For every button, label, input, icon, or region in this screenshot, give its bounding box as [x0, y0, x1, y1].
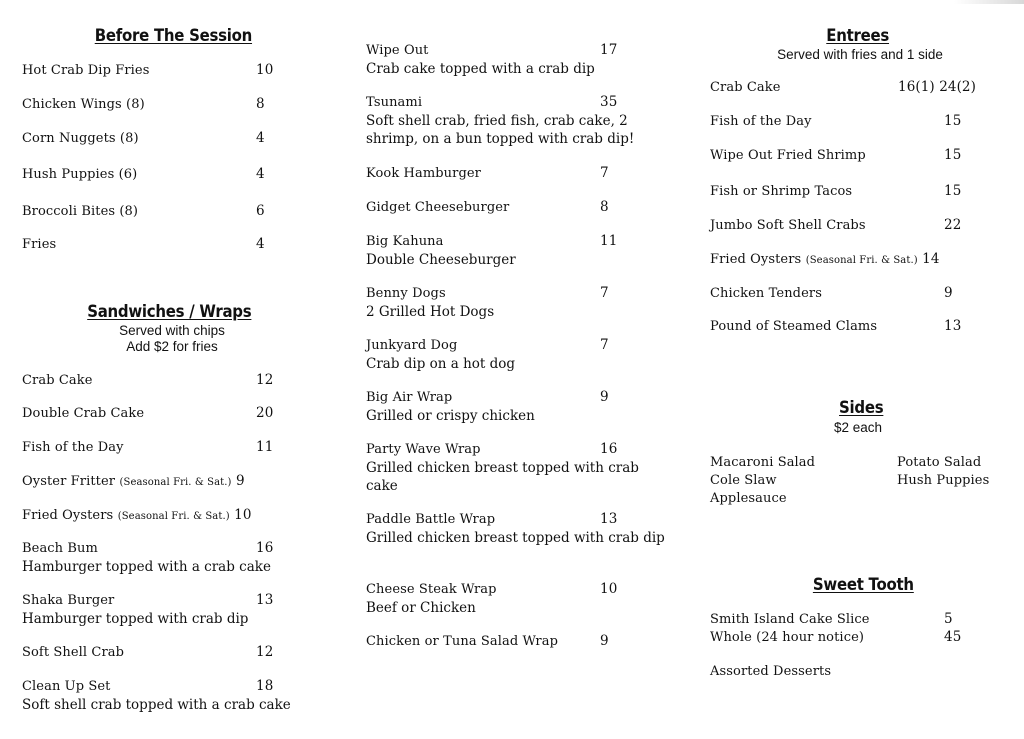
menu-item: Kook Hamburger 7 [366, 165, 609, 181]
menu-item: Beach Bum 16 [22, 540, 274, 556]
menu-item: Soft Shell Crab 12 [22, 644, 274, 660]
item-description: Crab cake topped with a crab dip [366, 61, 595, 77]
menu-item: Paddle Battle Wrap 13 [366, 511, 618, 527]
menu-item: Oyster Fritter (Seasonal Fri. & Sat.) 9 [22, 473, 245, 489]
menu-item: Double Crab Cake 20 [22, 405, 274, 421]
menu-item: Junkyard Dog 7 [366, 337, 609, 353]
sides-heading: Sides [839, 398, 884, 418]
menu-item: Assorted Desserts [710, 664, 832, 679]
menu-item: Fish of the Day 11 [22, 439, 274, 455]
list-item: Hush Puppies [897, 473, 990, 488]
menu-item: Cheese Steak Wrap 10 [366, 581, 618, 597]
item-description: Crab dip on a hot dog [366, 356, 516, 372]
menu-item: Clean Up Set 18 [22, 678, 274, 694]
menu-item: Jumbo Soft Shell Crabs 22 [710, 217, 962, 233]
menu-item: Chicken Wings (8) 8 [22, 96, 265, 112]
item-description: Hamburger topped with crab dip [22, 611, 249, 627]
sweet-tooth-heading: Sweet Tooth [812, 575, 914, 595]
item-description: Double Cheeseburger [366, 252, 516, 268]
menu-item: Fish of the Day 15 [710, 113, 962, 129]
sides-subtitle: $2 each [833, 420, 883, 435]
item-description: Grilled chicken breast topped with crab cake [366, 460, 639, 494]
menu-item: Chicken Tenders 9 [710, 285, 953, 301]
menu-item: Wipe Out Fried Shrimp 15 [710, 147, 962, 163]
sandwiches-subtitle: Add $2 for fries [126, 339, 218, 354]
menu-item: Party Wave Wrap 16 [366, 441, 618, 457]
list-item: Cole Slaw [710, 473, 777, 488]
list-item: Macaroni Salad [710, 455, 816, 470]
menu-item: Wipe Out 17 [366, 42, 618, 58]
entrees-subtitle: Served with fries and 1 side [777, 47, 943, 62]
menu-item: Fish or Shrimp Tacos 15 [710, 183, 962, 199]
menu-item: Crab Cake 12 [22, 372, 274, 388]
menu-item: Tsunami 35 [366, 94, 618, 110]
menu-item: Gidget Cheeseburger 8 [366, 199, 609, 215]
menu-item: Fried Oysters (Seasonal Fri. & Sat.) 14 [710, 251, 940, 267]
before-session-heading: Before The Session [94, 26, 253, 46]
menu-item: Whole (24 hour notice) 45 [710, 629, 962, 645]
menu-item: Pound of Steamed Clams 13 [710, 318, 962, 334]
menu-item: Smith Island Cake Slice 5 [710, 611, 953, 627]
item-description: Grilled or crispy chicken [366, 408, 535, 424]
item-description: Soft shell crab topped with a crab cake [22, 697, 291, 713]
item-description: Soft shell crab, fried fish, crab cake, 2 shrimp, on a bun topped with crab dip! [366, 113, 635, 147]
menu-item: Hot Crab Dip Fries 10 [22, 62, 274, 78]
entrees-heading: Entrees [826, 26, 890, 46]
menu-item: Broccoli Bites (8) 6 [22, 203, 265, 219]
list-item: Applesauce [710, 491, 787, 506]
sandwiches-heading: Sandwiches / Wraps [87, 302, 252, 322]
menu-item: Corn Nuggets (8) 4 [22, 130, 265, 146]
menu-item: Shaka Burger 13 [22, 592, 274, 608]
menu-item: Big Air Wrap 9 [366, 389, 609, 405]
list-item: Potato Salad [897, 455, 982, 470]
menu-item: Fried Oysters (Seasonal Fri. & Sat.) 10 [22, 507, 252, 523]
item-description: Hamburger topped with a crab cake [22, 559, 271, 575]
menu-item: Big Kahuna 11 [366, 233, 618, 249]
menu-item: Hush Puppies (6) 4 [22, 166, 265, 182]
menu-item: Fries 4 [22, 236, 265, 252]
menu-item: Benny Dogs 7 [366, 285, 609, 301]
page-corner-shadow [954, 0, 1024, 4]
menu-item: Chicken or Tuna Salad Wrap 9 [366, 633, 609, 649]
item-description: Beef or Chicken [366, 600, 476, 616]
sandwiches-subtitle: Served with chips [119, 323, 225, 338]
menu-item: Crab Cake 16(1) 24(2) [710, 79, 976, 95]
item-description: 2 Grilled Hot Dogs [366, 304, 495, 320]
item-description: Grilled chicken breast topped with crab dip [366, 530, 665, 546]
